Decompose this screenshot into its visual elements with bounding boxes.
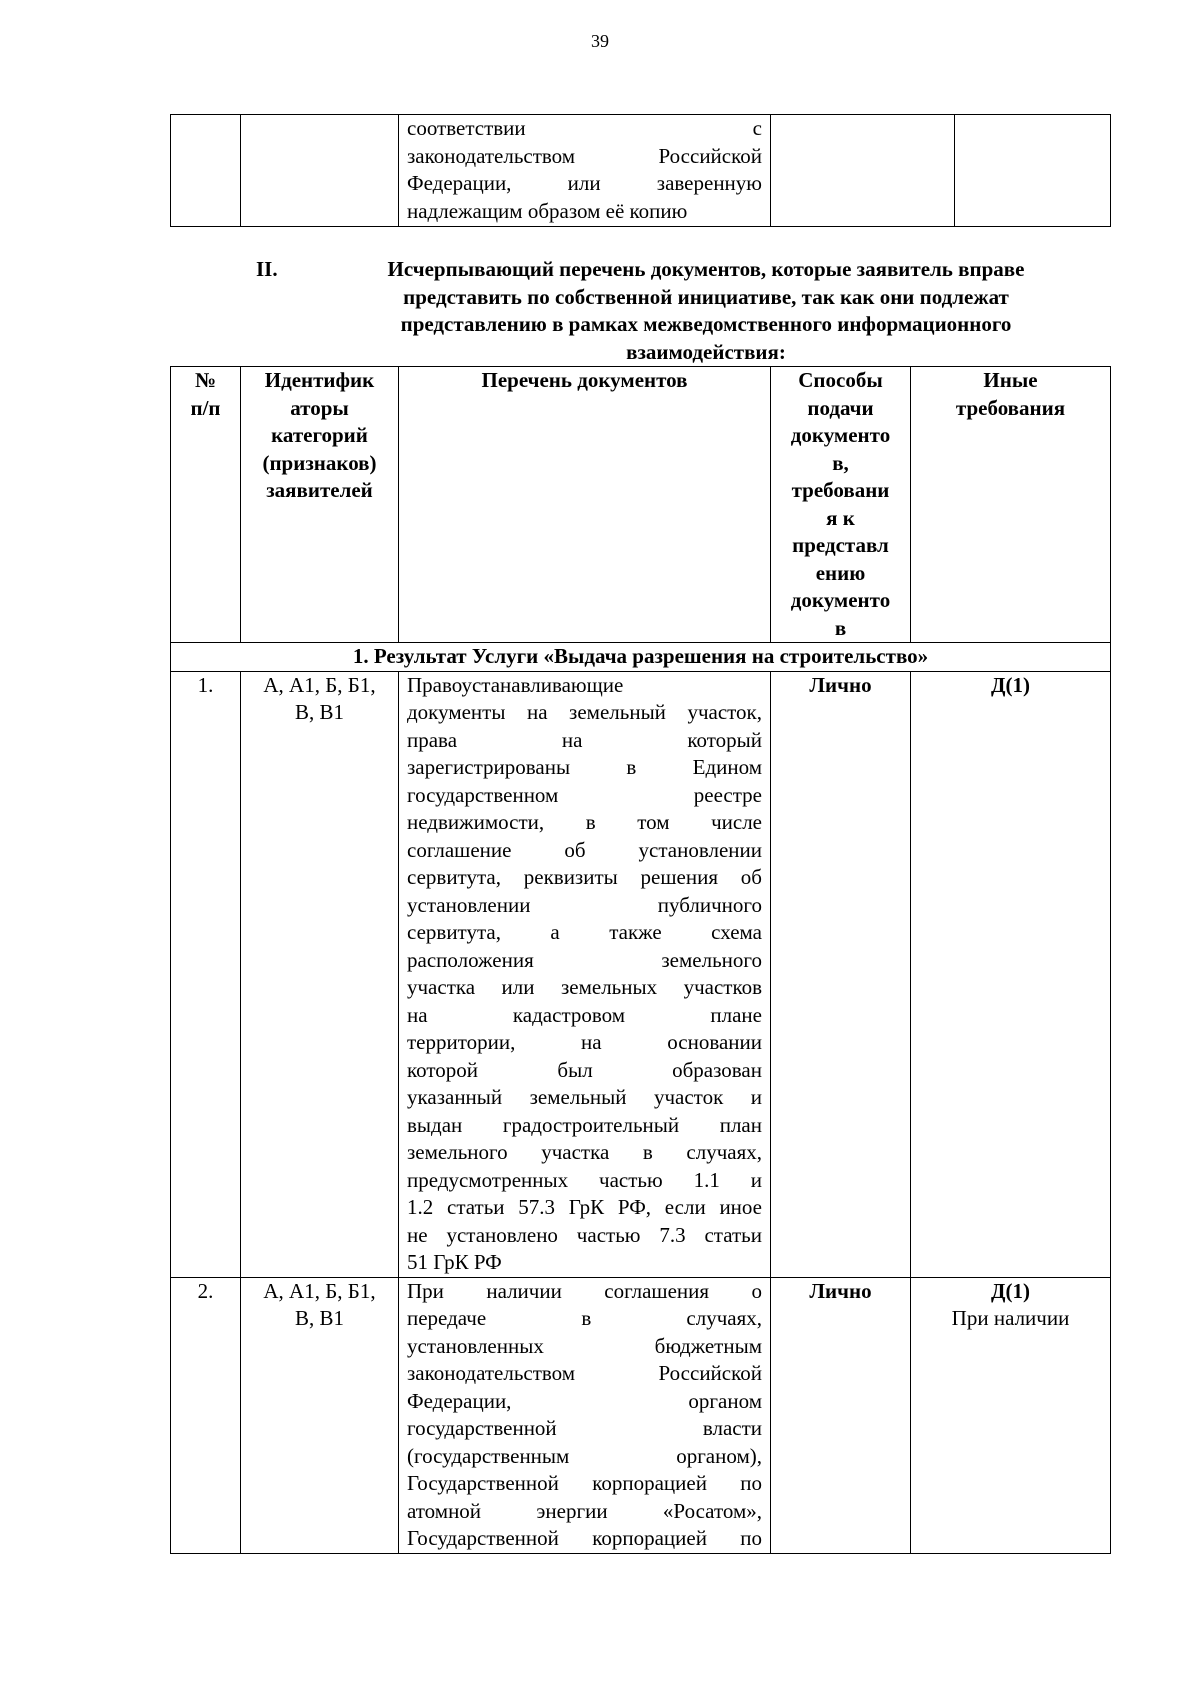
- header-line: документо: [790, 423, 891, 447]
- doc-line: сервитута, а также схема: [407, 920, 762, 944]
- row-number: 2.: [171, 1277, 241, 1553]
- identifier-line: В, В1: [294, 700, 344, 724]
- text-line: надлежащим образом её копию: [407, 198, 688, 223]
- header-line: в: [834, 615, 847, 640]
- cell-empty: [955, 115, 1111, 227]
- doc-line: территории, на основании: [407, 1030, 762, 1054]
- group-row: [171, 643, 1111, 672]
- doc-line: сервитута, реквизиты решения об: [407, 865, 762, 889]
- doc-line: 1.2 статьи 57.3 ГрК РФ, если иное: [407, 1195, 762, 1219]
- header-line: требования: [955, 395, 1066, 420]
- doc-line: земельного участка в случаях,: [407, 1140, 762, 1164]
- cell-empty: [241, 115, 399, 227]
- doc-line: участка или земельных участков: [407, 975, 762, 999]
- text-line: Федерации, или заверенную: [407, 171, 762, 195]
- header-line: в,: [832, 450, 849, 475]
- row-documents: [399, 1277, 771, 1553]
- header-line: категорий: [271, 423, 368, 447]
- section-title-line: взаимодействия:: [626, 339, 786, 364]
- doc-line: зарегистрированы в Едином: [407, 755, 762, 779]
- header-num: [171, 367, 241, 643]
- continuation-table: [170, 114, 1111, 227]
- table-row: [171, 115, 1111, 227]
- header-line: Идентифик: [264, 368, 375, 392]
- cell-text: [399, 115, 771, 227]
- section-number: II.: [256, 257, 278, 281]
- section-title-line: Исчерпывающий перечень документов, которые заявитель вправе: [387, 257, 1025, 281]
- doc-line: которой был образован: [407, 1057, 762, 1082]
- other-line: При наличии: [951, 1306, 1070, 1330]
- section-title-line: представлению в рамках межведомственного информационного: [400, 312, 1012, 336]
- header-line: документо: [790, 588, 891, 612]
- header-line: аторы: [290, 395, 349, 420]
- doc-line: предусмотренных частью 1.1 и: [407, 1167, 762, 1192]
- header-line: я к: [826, 505, 855, 530]
- row-other: [911, 671, 1111, 1277]
- section-heading: [170, 256, 1090, 366]
- header-documents: [399, 367, 771, 643]
- doc-line: государственной власти: [407, 1416, 762, 1440]
- doc-line: Федерации, органом: [407, 1388, 762, 1413]
- row-identifiers: [241, 1277, 399, 1553]
- page-number: 39: [591, 31, 609, 51]
- doc-line: документы на земельный участок,: [407, 700, 762, 724]
- doc-line: указанный земельный участок и: [407, 1085, 762, 1109]
- table-header-row: [171, 367, 1111, 643]
- section-title: [322, 256, 1090, 366]
- table-row: [171, 671, 1111, 1277]
- row-method: Лично: [771, 1277, 911, 1553]
- row-number: 1.: [171, 671, 241, 1277]
- doc-line: установленных бюджетным: [407, 1333, 762, 1358]
- doc-line: передаче в случаях,: [407, 1306, 762, 1330]
- header-line: Перечень документов: [481, 368, 688, 392]
- header-line: п/п: [190, 395, 221, 420]
- identifier-line: А, А1, Б, Б1,: [263, 672, 376, 697]
- cell-empty: [771, 115, 955, 227]
- doc-line: 51 ГрК РФ: [407, 1250, 502, 1274]
- row-other: [911, 1277, 1111, 1553]
- doc-line: Государственной корпорацией по: [407, 1526, 762, 1550]
- other-line: Д(1): [991, 1278, 1030, 1303]
- doc-line: недвижимости, в том числе: [407, 810, 762, 834]
- doc-line: государственном реестре: [407, 782, 762, 807]
- doc-line: Государственной корпорацией по: [407, 1471, 762, 1495]
- doc-line: выдан градостроительный план: [407, 1112, 762, 1137]
- header-line: представл: [792, 533, 889, 557]
- text-line: законодательством Российской: [407, 143, 762, 168]
- header-line: Иные: [983, 368, 1038, 392]
- doc-line: Правоустанавливающие: [407, 672, 624, 697]
- cell-empty: [171, 115, 241, 227]
- header-line: подачи: [807, 395, 874, 420]
- identifier-line: А, А1, Б, Б1,: [263, 1278, 376, 1303]
- header-line: (признаков): [262, 450, 377, 475]
- doc-line: атомной энергии «Росатом»,: [407, 1498, 762, 1523]
- doc-line: расположения земельного: [407, 947, 762, 972]
- doc-line: не установлено частью 7.3 статьи: [407, 1222, 762, 1247]
- header-line: заявителей: [266, 478, 373, 502]
- doc-line: на кадастровом плане: [407, 1002, 762, 1027]
- row-method: Лично: [771, 671, 911, 1277]
- doc-line: установлении публичного: [407, 892, 762, 917]
- identifier-line: В, В1: [294, 1306, 344, 1330]
- table-row: [171, 1277, 1111, 1553]
- group-title: 1. Результат Услуги «Выдача разрешения на строительство»: [171, 643, 1111, 672]
- row-identifiers: [241, 671, 399, 1277]
- header-other: [911, 367, 1111, 643]
- header-line: Способы: [798, 368, 883, 392]
- row-documents: [399, 671, 771, 1277]
- doc-line: соглашение об установлении: [407, 837, 762, 862]
- doc-line: При наличии соглашения о: [407, 1278, 762, 1303]
- text-line: соответствии с: [407, 116, 762, 140]
- section-title-line: представить по собственной инициативе, так как они подлежат: [403, 284, 1009, 309]
- doc-line: законодательством Российской: [407, 1361, 762, 1385]
- header-methods: [771, 367, 911, 643]
- doc-line: (государственным органом),: [407, 1443, 762, 1468]
- header-line: требовани: [791, 478, 890, 502]
- header-line: ению: [815, 560, 866, 585]
- documents-table: [170, 366, 1111, 1554]
- other-line: Д(1): [991, 672, 1030, 697]
- header-line: №: [194, 368, 217, 392]
- doc-line: права на который: [407, 727, 762, 752]
- header-identifiers: [241, 367, 399, 643]
